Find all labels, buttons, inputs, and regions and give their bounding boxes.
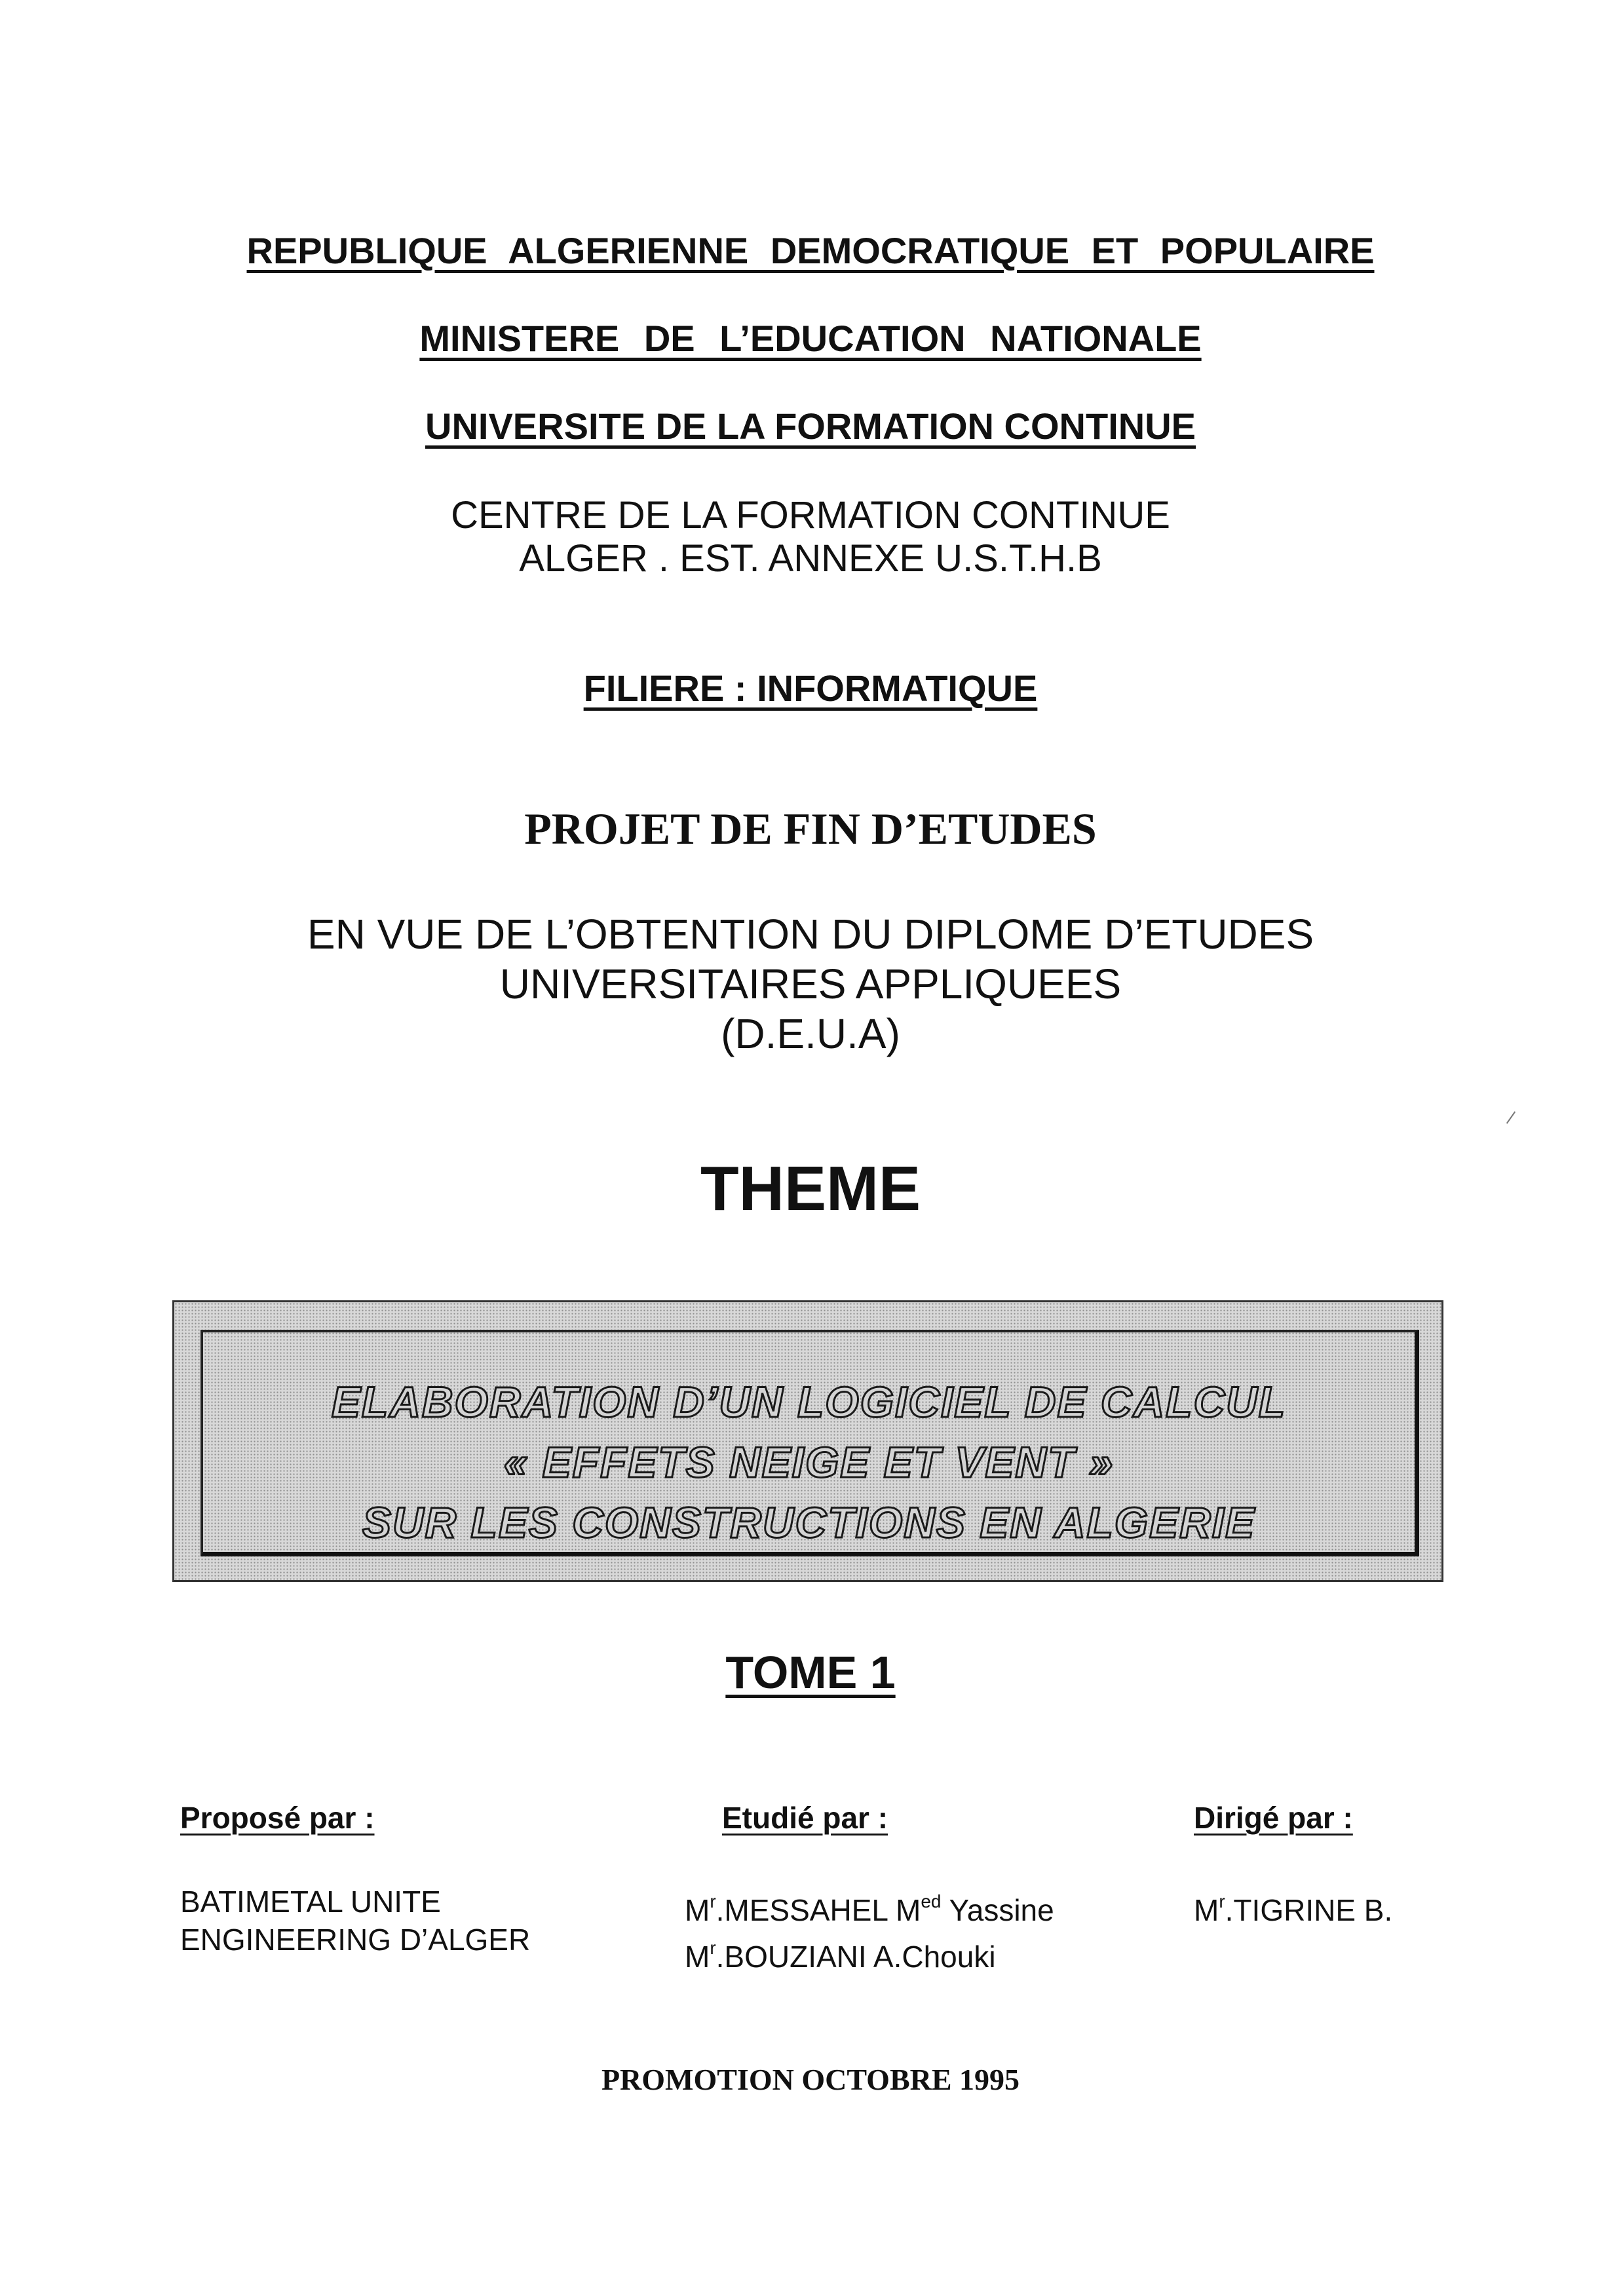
purpose-line-1: EN VUE DE L’OBTENTION DU DIPLOME D’ETUDES [307,911,1314,958]
student-1: $M^r.MESSAHEL$ $M^{ed}$ Yassine [685,1891,1054,1927]
header-republic: REPUBLIQUE ALGERIENNE DEMOCRATIQUE ET POPULAIRE [246,230,1375,271]
centre-block [0,494,1621,580]
director: $M^r.TIGRINE$ B. [1194,1891,1393,1927]
theme-line-3: SUR LES CONSTRUCTIONS EN ALGERIE [362,1498,1256,1547]
studied-body [685,1883,1054,1976]
project-purpose [0,909,1621,1059]
proposed-label: Proposé par : [180,1801,375,1835]
header-ministry: MINISTERE DE L’EDUCATION NATIONALE [419,318,1202,359]
proposed-line-2: ENGINEERING D’ALGER [180,1923,531,1957]
theme-box [172,1300,1443,1582]
filiere-label: FILIERE : INFORMATIQUE [583,668,1038,709]
directed-label: Dirigé par : [1194,1801,1353,1835]
theme-inner-frame [200,1330,1419,1556]
purpose-line-2: UNIVERSITAIRES APPLIQUEES [499,960,1122,1007]
header-university: UNIVERSITE DE LA FORMATION CONTINUE [425,405,1196,447]
theme-title [203,1372,1415,1553]
theme-heading: THEME [700,1154,921,1224]
studied-column [685,1800,1054,1976]
tome-label: TOME 1 [725,1647,896,1698]
proposed-line-1: BATIMETAL UNITE [180,1885,441,1919]
directed-body [1194,1883,1392,1929]
purpose-line-3: (D.E.U.A) [721,1010,900,1057]
proposed-body [180,1883,530,1959]
project-title: PROJET DE FIN D’ETUDES [524,804,1097,854]
studied-label: Etudié par : [722,1801,888,1835]
scan-mark [1506,1111,1516,1123]
proposed-column [180,1800,530,1959]
theme-line-2: « EFFETS NEIGE ET VENT » [503,1438,1115,1486]
directed-column [1194,1800,1392,1929]
centre-line-1: CENTRE DE LA FORMATION CONTINUE [451,494,1170,536]
promotion-label: PROMOTION OCTOBRE 1995 [601,2063,1020,2096]
theme-line-1: ELABORATION D’UN LOGICIEL DE CALCUL [331,1378,1287,1426]
centre-line-2: ALGER . EST. ANNEXE U.S.T.H.B [519,537,1102,580]
student-2: $M^r.BOUZIANI$ A.Chouki [685,1938,996,1974]
